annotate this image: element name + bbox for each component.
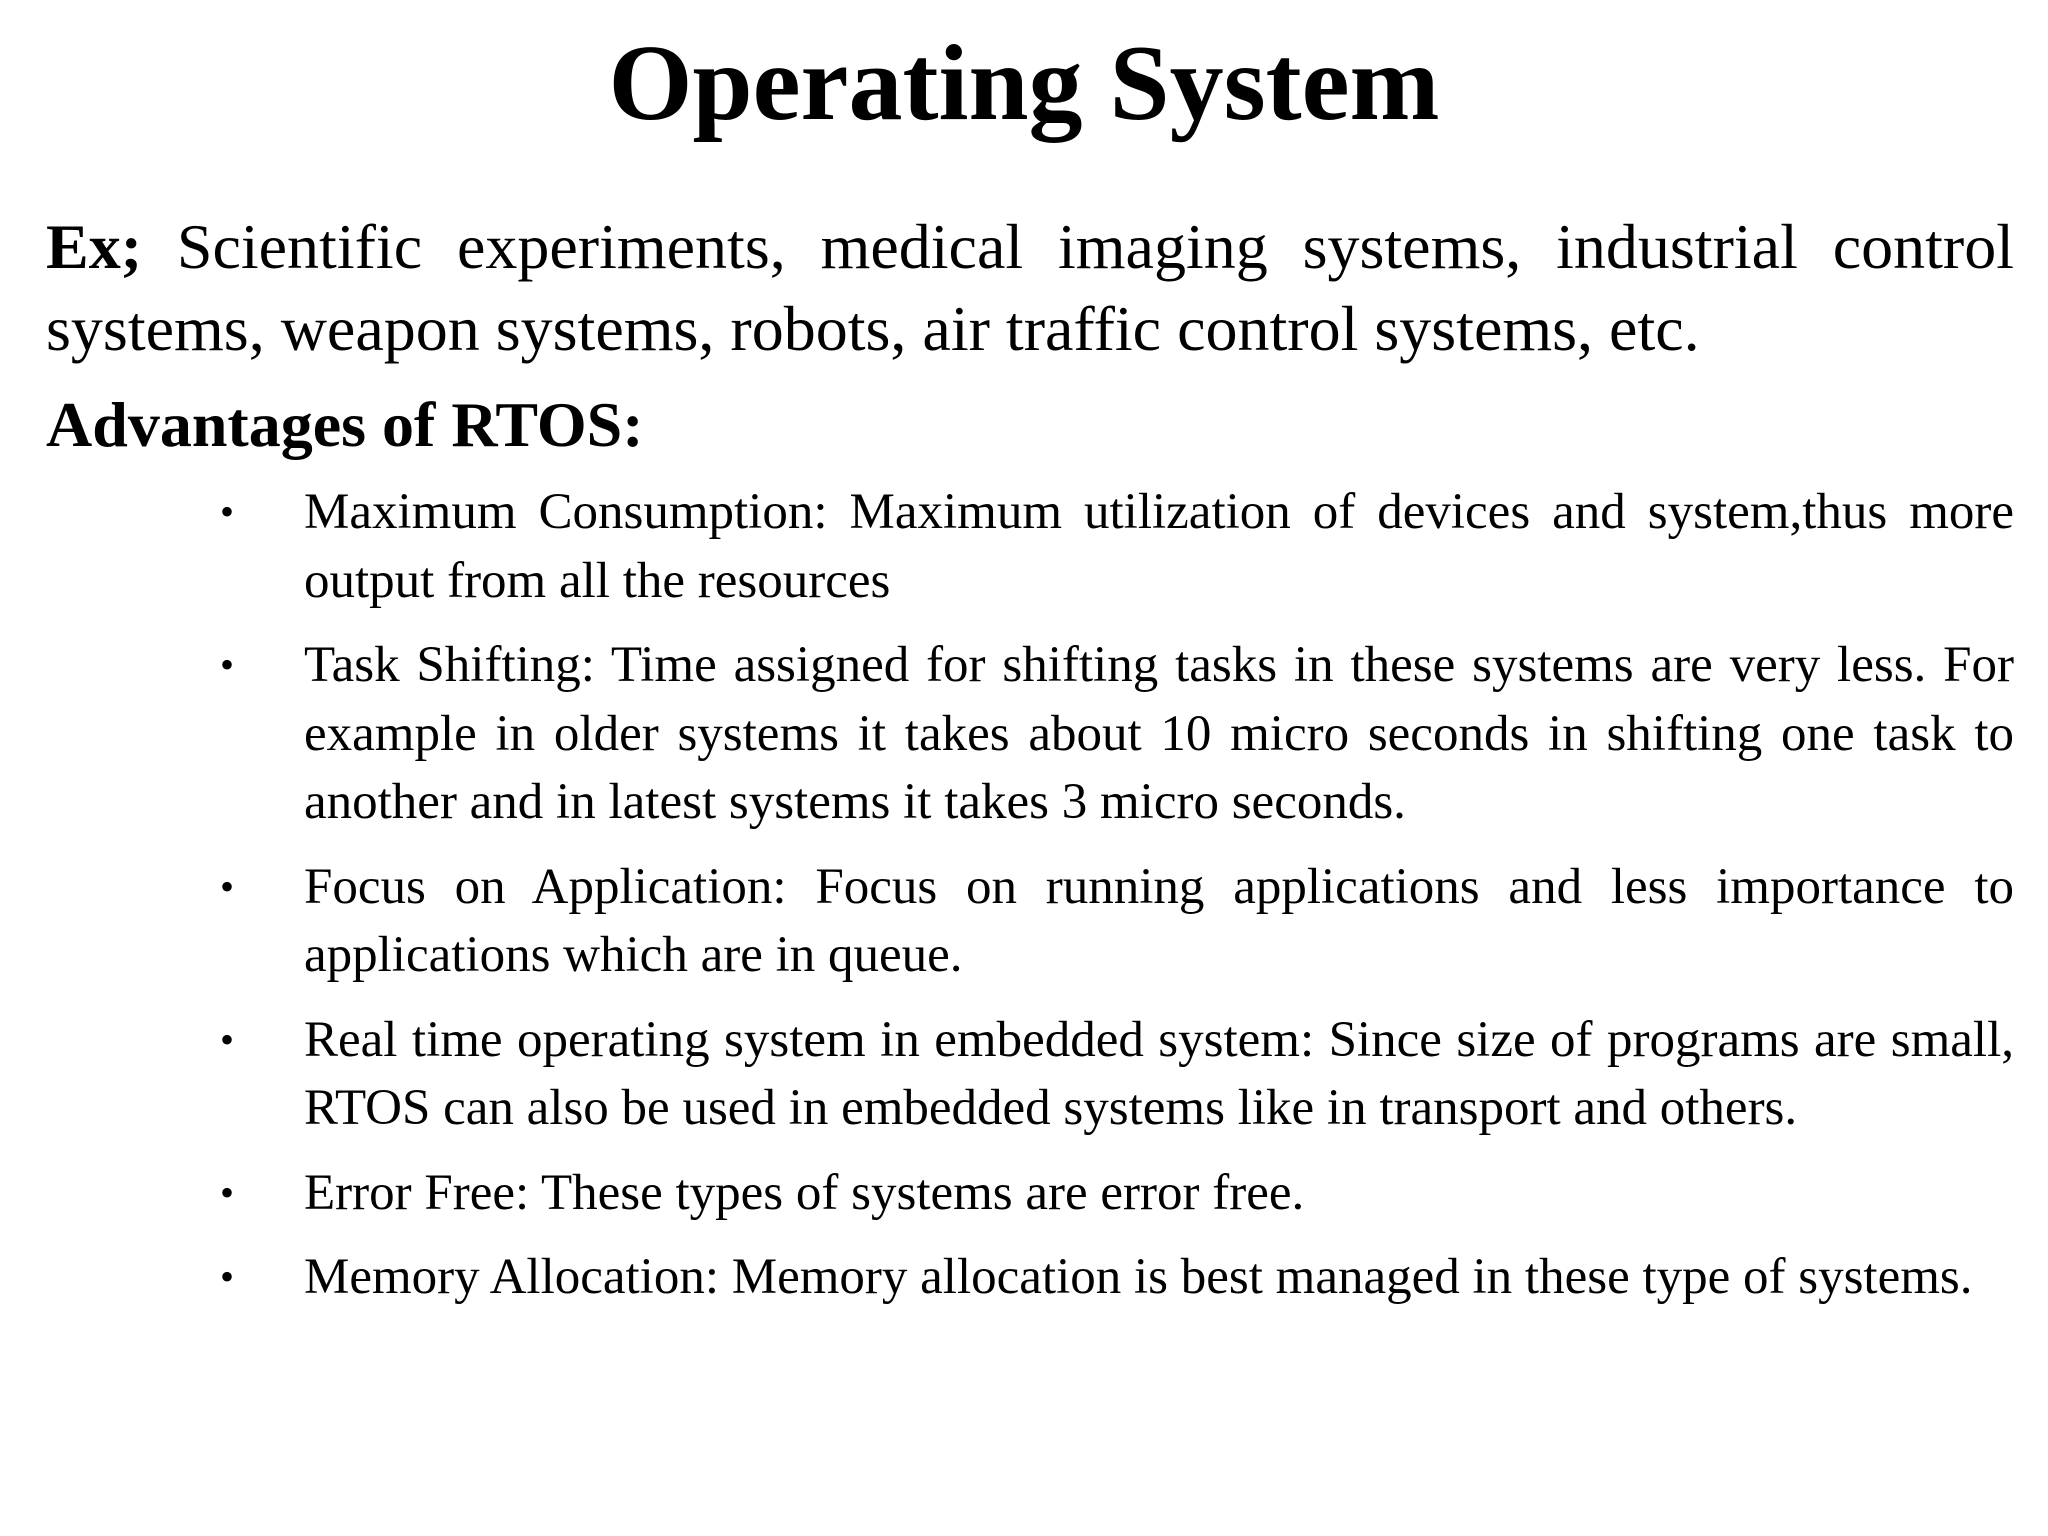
- example-paragraph: [46, 206, 2014, 370]
- advantage-text: Real time operating system in embedded system: Since size of programs are small, RTOS can also be used in embedded systems like in transport and others.: [304, 1011, 2014, 1136]
- list-item: [220, 1159, 2014, 1228]
- bullet-icon: •: [220, 642, 235, 687]
- advantage-text: Memory Allocation: Memory allocation is best managed in these type of systems.: [304, 1249, 1973, 1305]
- advantage-text: Error Free: These types of systems are error free.: [304, 1164, 1305, 1221]
- slide-title: Operating System: [608, 24, 1440, 143]
- list-item: [220, 478, 2014, 615]
- advantage-text: Maximum Consumption: Maximum utilization of devices and system,thus more output from all the resources: [304, 484, 2014, 609]
- advantage-text: Task Shifting: Time assigned for shifting tasks in these systems are very less. For example in older systems it takes about 10 micro seconds in shifting one task to another and in latest systems it takes 3 micro seconds.: [304, 637, 2014, 830]
- advantage-text: Focus on Application: Focus on running applications and less importance to applications which are in queue.: [304, 858, 2014, 983]
- advantages-heading: Advantages of RTOS:: [46, 389, 644, 460]
- bullet-icon: •: [220, 1169, 235, 1215]
- example-text: Scientific experiments, medical imaging systems, industrial control systems, weapon systems, robots, air traffic control systems, etc.: [46, 211, 2014, 364]
- bullet-icon: •: [220, 489, 235, 534]
- list-item: [220, 1006, 2014, 1143]
- bullet-icon: •: [220, 1254, 235, 1299]
- example-lead: Ex;: [46, 211, 142, 282]
- list-item: [220, 1243, 2014, 1312]
- bullet-icon: •: [220, 1016, 235, 1062]
- list-item: [220, 631, 2014, 837]
- advantages-list: [220, 478, 2014, 1328]
- list-item: [220, 853, 2014, 990]
- bullet-icon: •: [220, 863, 235, 909]
